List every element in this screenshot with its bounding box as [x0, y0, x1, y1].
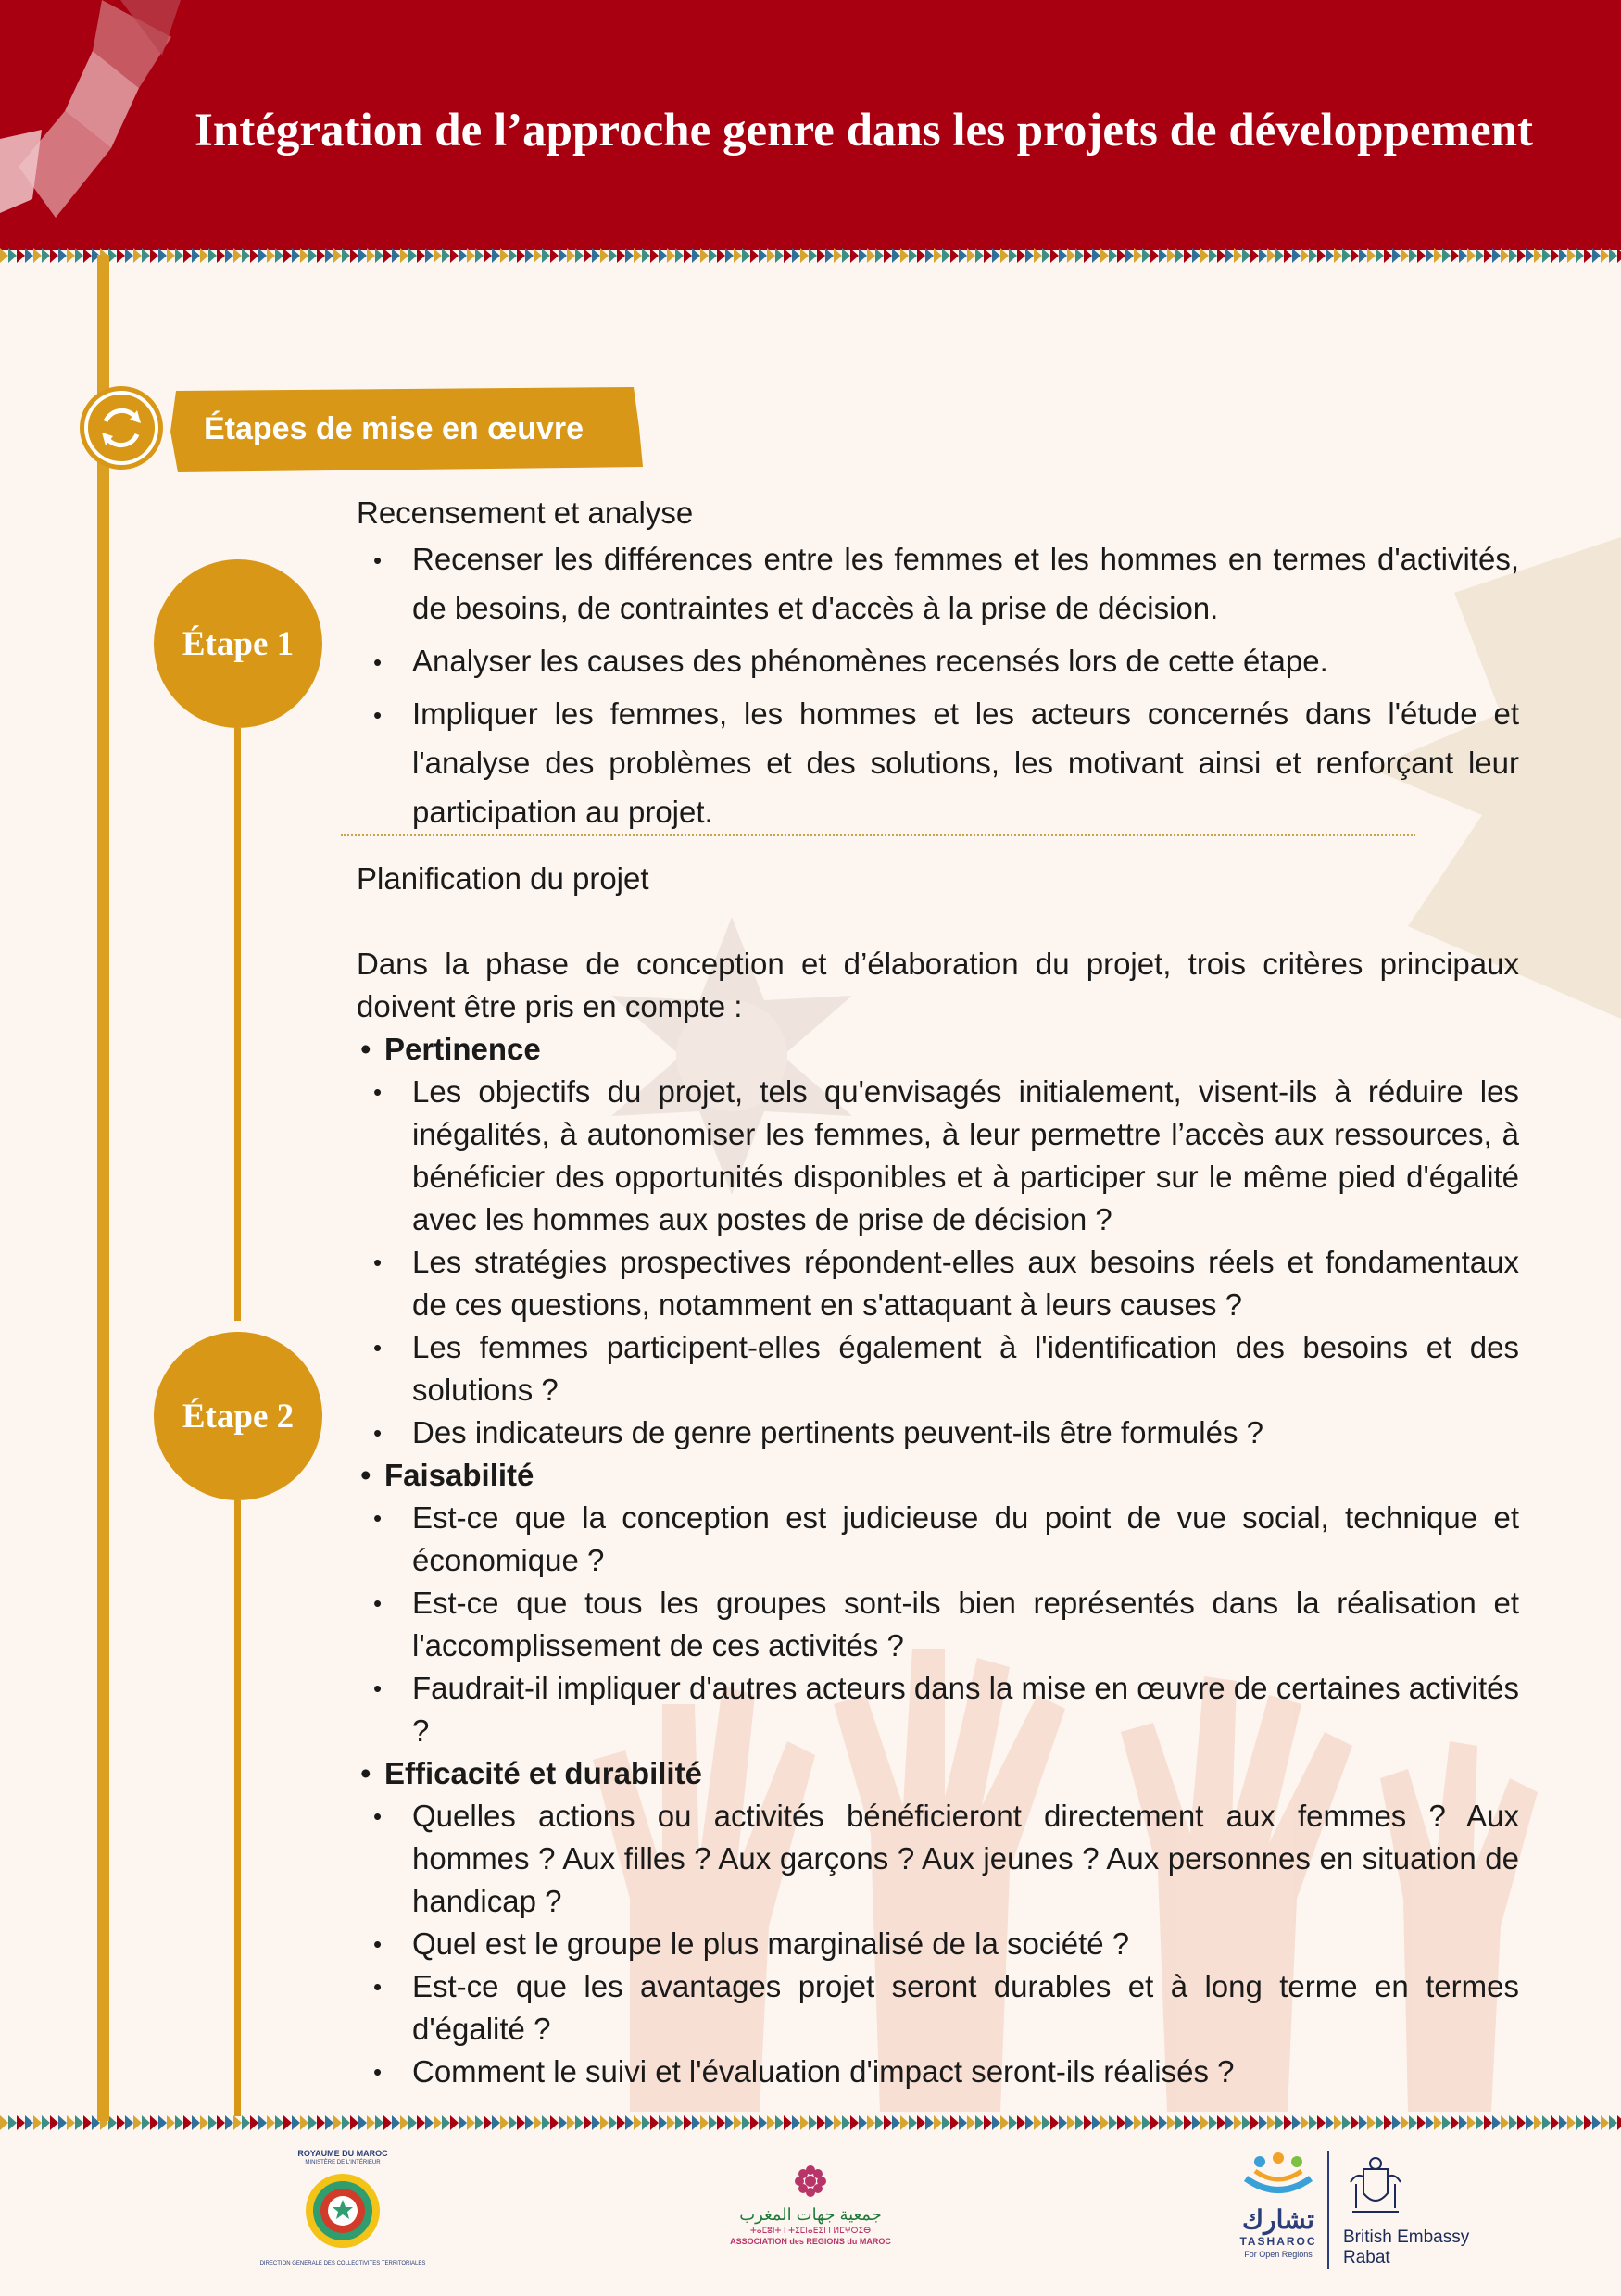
list-item: • Quelles actions ou activités bénéficieront directement aux femmes ? Aux hommes ? Aux filles ? Aux garçons ? Aux jeunes ? Aux personnes en situation de handicap ?: [357, 1795, 1519, 1923]
list-item: • Des indicateurs de genre pertinents peuvent-ils être formulés ?: [357, 1411, 1519, 1454]
document-title: Intégration de l’approche genre dans les projets de développement: [195, 105, 1533, 157]
tasharoc-arabic-name: تشارك: [1242, 2205, 1314, 2234]
embassy-line1: British Embassy: [1343, 2227, 1470, 2247]
criterion-bullet-list: [357, 1497, 1519, 1752]
list-item: • Analyser les causes des phénomènes recensés lors de cette étape.: [357, 636, 1519, 685]
list-item: • Les objectifs du projet, tels qu'envisagés initialement, visent-ils à réduire les inégalités, à autonomiser les femmes, à leur permettre l’accès aux ressources, à bénéficier des opportunités disponibles et à participer sur le même pied d'égalité avec les hommes aux postes de prise de décision ?: [357, 1071, 1519, 1241]
step-1-badge: Étape 1: [154, 559, 322, 728]
timeline-line: [97, 255, 109, 2121]
tasharoc-name: TASHAROC: [1239, 2235, 1317, 2248]
association-tifinagh-name: ⵜⴰⵎⵓⵏⵜ ⵏ ⵜⵉⵎⵏⴰⴹⵉⵏ ⵏ ⵍⵎⵖⵔⵉⴱ: [749, 2226, 872, 2235]
star-decoration-icon: [0, 0, 185, 250]
criterion-title: Efficacité et durabilité: [384, 1756, 702, 1790]
criterion-title: Faisabilité: [384, 1458, 534, 1492]
ministry-logo: [241, 2149, 445, 2283]
ornamental-border-top: [0, 248, 1621, 263]
ministry-line3: DIRECTION GENERALE DES COLLECTIVITES TERRITORIALES: [259, 2261, 426, 2266]
section-heading: Étapes de mise en œuvre: [204, 411, 584, 446]
tasharoc-tagline: For Open Regions: [1244, 2250, 1313, 2259]
criteria-list: [357, 1028, 1519, 2093]
step-1-content: [357, 492, 1519, 840]
criterion-title: Pertinence: [384, 1032, 541, 1066]
dotted-divider: [341, 834, 1415, 836]
step-2-intro: Dans la phase de conception et d’élaboration du projet, trois critères principaux doivent être pris en compte :: [357, 947, 1519, 1023]
criterion-pertinence: [357, 1028, 1519, 1454]
list-item: • Faudrait-il impliquer d'autres acteurs dans la mise en œuvre de certaines activités ?: [357, 1667, 1519, 1752]
header-band: [0, 0, 1621, 250]
association-arabic-name: جمعية جهات المغرب: [739, 2205, 882, 2224]
list-item: • Est-ce que tous les groupes sont-ils bien représentés dans la réalisation et l'accomplissement de ces activités ?: [357, 1582, 1519, 1667]
association-rosette-icon: [718, 2163, 903, 2200]
step-2-content: [357, 858, 1519, 2093]
tasharoc-logo: [1227, 2151, 1329, 2280]
ministry-emblem-icon: [241, 2167, 445, 2255]
criterion-bullet-list: [357, 1071, 1519, 1454]
step-2-badge: Étape 2: [154, 1332, 322, 1500]
step-1-title: Recensement et analyse: [357, 496, 694, 530]
list-item: • Est-ce que les avantages projet seront durables et à long terme en termes d'égalité ?: [357, 1965, 1519, 2051]
royal-coat-of-arms-icon: [1343, 2156, 1408, 2223]
association-name: ASSOCIATION des REGIONS du MAROC: [730, 2237, 891, 2246]
criterion-efficacite-durabilite: [357, 1752, 1519, 2093]
tasharoc-people-icon: [1227, 2151, 1329, 2202]
association-logo: [718, 2163, 903, 2265]
embassy-line2: Rabat: [1343, 2248, 1390, 2267]
ministry-line2: MINISTÈRE DE L'INTÉRIEUR: [305, 2160, 381, 2165]
section-icon-badge: [80, 386, 163, 470]
list-item: • Recenser les différences entre les femmes et les hommes en termes d'activités, de besoins, de contraintes et d'accès à la prise de décision.: [357, 534, 1519, 633]
step-2-title: Planification du projet: [357, 861, 649, 896]
criterion-faisabilite: [357, 1454, 1519, 1752]
list-item: • Les stratégies prospectives répondent-elles aux besoins réels et fondamentaux de ces questions, notamment en s'attaquant à leurs causes ?: [357, 1241, 1519, 1326]
list-item: • Impliquer les femmes, les hommes et les acteurs concernés dans l'étude et l'analyse des problèmes et des solutions, les motivant ainsi et renforçant leur participation au projet.: [357, 689, 1519, 836]
refresh-cycle-icon: [80, 386, 163, 470]
step-1-bullet-list: [357, 534, 1519, 836]
step-connector: [234, 1500, 241, 2116]
list-item: • Est-ce que la conception est judicieuse du point de vue social, technique et économique ?: [357, 1497, 1519, 1582]
ornamental-border-bottom: [0, 2115, 1621, 2130]
criterion-bullet-list: [357, 1795, 1519, 2093]
step-connector: [234, 728, 241, 1321]
logo-separator: [1327, 2151, 1329, 2269]
list-item: • Comment le suivi et l'évaluation d'impact seront-ils réalisés ?: [357, 2051, 1519, 2093]
list-item: • Quel est le groupe le plus marginalisé de la société ?: [357, 1923, 1519, 1965]
british-embassy-logo: [1343, 2156, 1482, 2277]
list-item: • Les femmes participent-elles également à l'identification des besoins et des solutions ?: [357, 1326, 1519, 1411]
ministry-line1: ROYAUME DU MAROC: [297, 2149, 388, 2158]
